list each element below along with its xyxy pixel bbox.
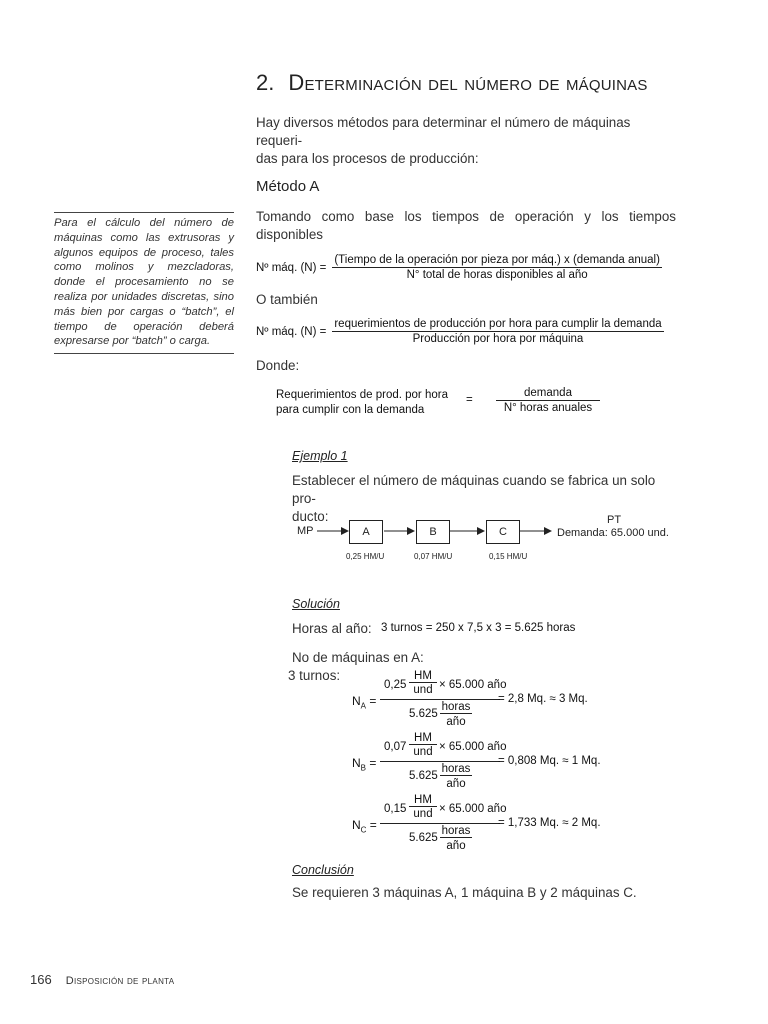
example-title: Ejemplo 1 (292, 449, 348, 463)
formula-3-lhs (276, 388, 448, 418)
calculation-c (352, 794, 612, 854)
machine-rate-c: 0,15 HM/U (489, 552, 528, 561)
calculation-a (352, 670, 612, 730)
formula-1 (256, 254, 662, 281)
where-text: Donde: (256, 358, 300, 373)
also-text: O también (256, 292, 318, 307)
machine-rate-a: 0,25 HM/U (346, 552, 385, 561)
section-title (256, 70, 648, 96)
process-flow-diagram (292, 512, 682, 566)
calc-b-result: = 0,808 Mq. ≈ 1 Mq. (498, 755, 601, 767)
calc-a-unit-num: HM (409, 670, 437, 683)
calc-a-hours-unit-num: horas (441, 701, 471, 713)
example-text-line-2: ducto: (292, 509, 329, 524)
calc-a-hours: 5.625 (409, 708, 438, 720)
calc-a-hours-unit-den: año (446, 716, 466, 728)
calc-a-unit-den: und (413, 684, 433, 696)
calc-b-demand: × 65.000 año (439, 741, 507, 753)
method-text: Tomando como base los tiempos de operación y los tiempos disponibles (256, 209, 676, 242)
machine-box-b: B (416, 520, 450, 544)
machine-box-a: A (349, 520, 383, 544)
calc-b-coef: 0,07 (384, 741, 407, 753)
sidenote: Para el cálculo del número de máquinas como las extrusoras y algunos equipos de proceso, tales como molinos y mezcladoras, donde el procesamiento no se realiza por unidades discretas, sino más bien por cargas o “batch”, el tiempo de operación deberá expresarse por “batch” o carga. (54, 212, 234, 354)
calc-c-unit-num: HM (409, 794, 437, 807)
calc-c-hours-unit-den: año (446, 840, 466, 852)
section-number: 2. (256, 70, 275, 95)
formula-3-denominator: N° horas anuales (503, 402, 593, 414)
calc-b-unit-num: HM (409, 732, 437, 745)
machines-label: No de máquinas en A: (292, 650, 424, 665)
formula-1-lhs: Nº máq. (N) = (256, 261, 327, 274)
calc-a-result: = 2,8 Mq. ≈ 3 Mq. (498, 693, 588, 705)
machine-rate-b: 0,07 HM/U (414, 552, 453, 561)
intro-line-1: Hay diversos métodos para determinar el número de máquinas requeri- (256, 115, 631, 148)
calc-c-coef: 0,15 (384, 803, 407, 815)
calc-b-hours-unit-num: horas (441, 763, 471, 775)
formula-3-fraction (496, 387, 600, 414)
section-title-text: Determinación del número de máquinas (288, 70, 648, 95)
formula-2-lhs: Nº máq. (N) = (256, 325, 327, 338)
calc-b-hours-unit-den: año (446, 778, 466, 790)
formula-2 (256, 318, 664, 345)
formula-3-equals: = (466, 394, 473, 406)
flow-demand-label: Demanda: 65.000 und. (557, 527, 669, 539)
calc-b-unit-den: und (413, 746, 433, 758)
intro-paragraph (256, 114, 676, 168)
calc-c-result: = 1,733 Mq. ≈ 2 Mq. (498, 817, 601, 829)
flow-end-label: PT (607, 514, 622, 526)
example-text-line-1: Establecer el número de máquinas cuando se fabrica un solo pro- (292, 473, 656, 506)
conclusion-title: Conclusión (292, 863, 354, 877)
formula-2-numerator: requerimientos de producción por hora para cumplir la demanda (334, 318, 662, 330)
calc-a-demand: × 65.000 año (439, 679, 507, 691)
calc-c-hours-unit-num: horas (441, 825, 471, 837)
shifts-label: 3 turnos: (288, 668, 341, 683)
method-title: Método A (256, 178, 320, 195)
hours-label: Horas al año: (292, 621, 372, 636)
calc-c-label: $N_C$ = (352, 818, 377, 835)
hours-calculation: 3 turnos = 250 x 7,5 x 3 = 5.625 horas (381, 622, 576, 634)
calculation-b (352, 732, 612, 792)
calc-c-demand: × 65.000 año (439, 803, 507, 815)
machine-box-c: C (486, 520, 520, 544)
calc-c-unit-den: und (413, 808, 433, 820)
formula-1-numerator: (Tiempo de la operación por pieza por máq.) x (demanda anual) (334, 254, 660, 266)
page-number: 166 (30, 972, 52, 987)
formula-2-denominator: Producción por hora por máquina (412, 333, 584, 345)
formula-3-lhs-line-2: para cumplir con la demanda (276, 404, 425, 416)
footer-title: Disposición de planta (65, 975, 175, 987)
page-footer (30, 972, 174, 987)
calc-b-label: $N_B$ = (352, 756, 377, 773)
intro-line-2: das para los procesos de producción: (256, 151, 479, 166)
formula-2-fraction (332, 318, 663, 345)
solution-title: Solución (292, 597, 340, 611)
formula-3-lhs-line-1: Requerimientos de prod. por hora (276, 389, 448, 401)
formula-1-denominator: N° total de horas disponibles al año (406, 269, 588, 281)
calc-a-label: $N_A$ = (352, 694, 377, 711)
calc-b-hours: 5.625 (409, 770, 438, 782)
calc-a-coef: 0,25 (384, 679, 407, 691)
flow-start-label: MP (297, 525, 314, 537)
calc-c-hours: 5.625 (409, 832, 438, 844)
formula-3-numerator: demanda (496, 387, 600, 401)
formula-1-fraction (332, 254, 662, 281)
conclusion-text: Se requieren 3 máquinas A, 1 máquina B y 2 máquinas C. (292, 885, 637, 900)
